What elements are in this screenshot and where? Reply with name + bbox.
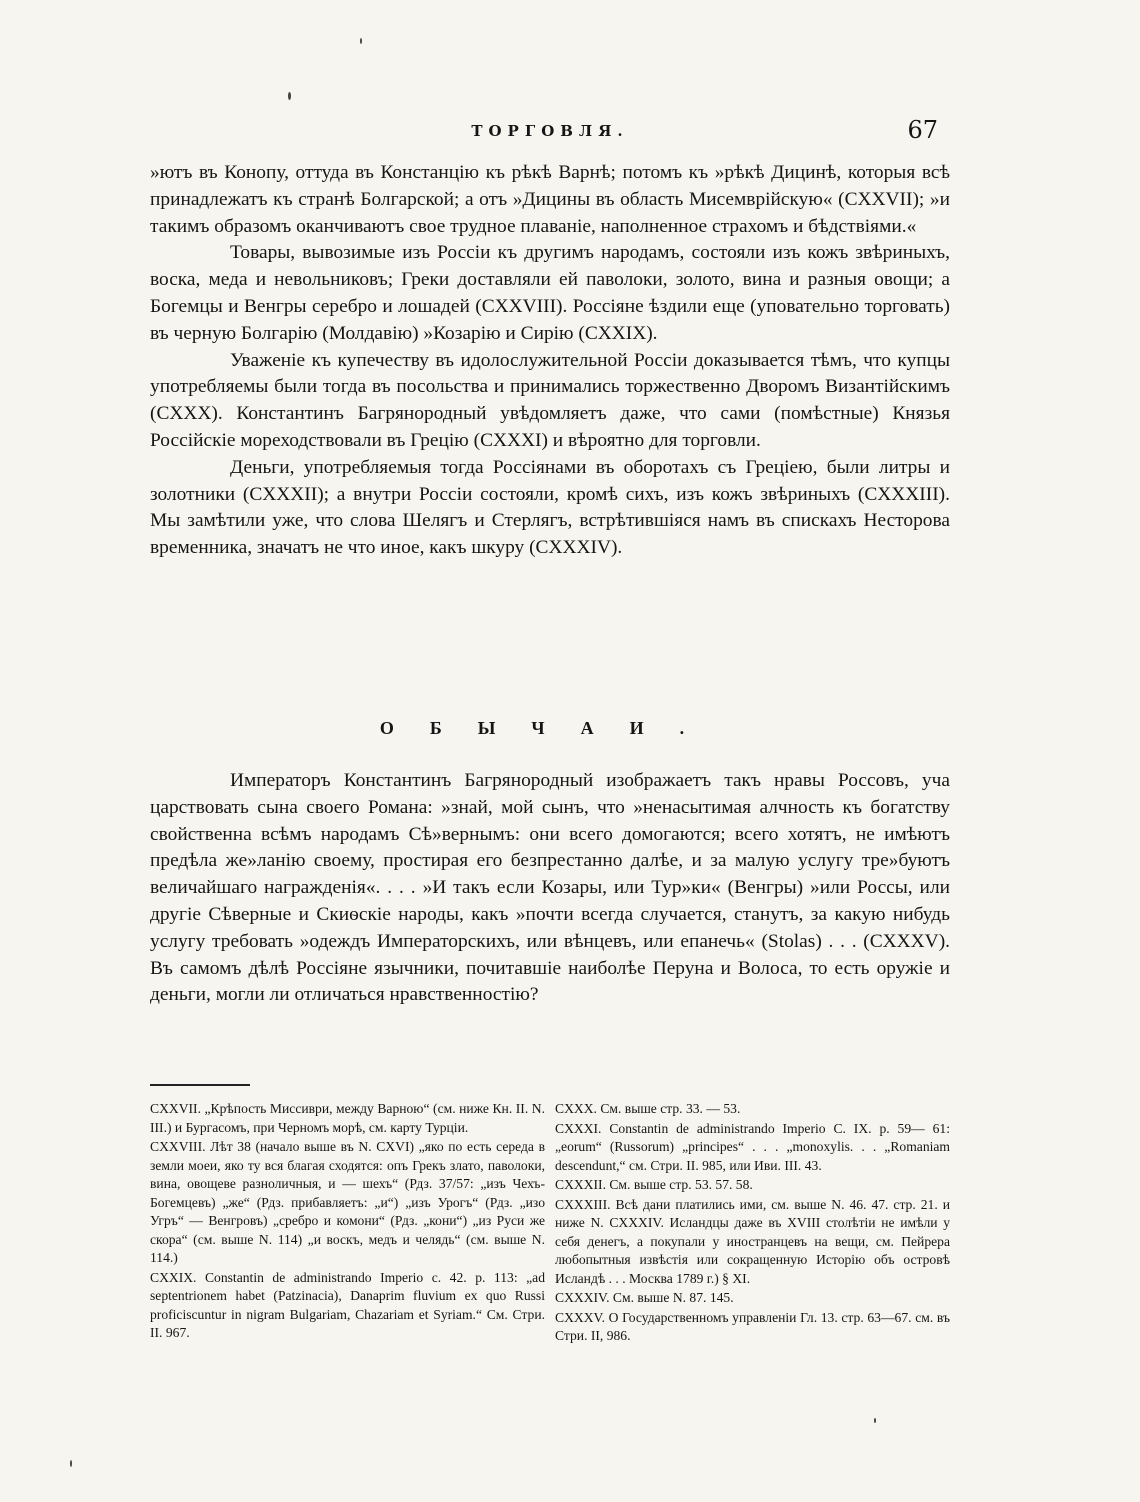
footnote: CXXXII. См. выше стр. 53. 57. 58. xyxy=(555,1177,753,1192)
paper-speck xyxy=(874,1418,876,1423)
footnote: CXXIX. Constantin de administrando Imperio c. 42. p. 113: „ad septentrionem habet (Patzinacia), Danaprim fluvium ex quo Russi proficiscuntur in nigram Bulgariam, Chazariam et Syriam.“ См. Стри. II. 967. xyxy=(150,1269,545,1340)
running-title: ТОРГОВЛЯ. xyxy=(471,122,629,140)
paragraph: Товары, вывозимые изъ Россіи къ другимъ народамъ, состояли изъ кожъ звѣриныхъ, воска, меда и невольниковъ; Греки доставляли ей паволоки, золото, вина и разныя овощи; а Богемцы и Венгры серебро и лошадей (CXXVIII). Россіяне ѣздили еще (уповательно торговать) въ черную Болгарію (Молдавію) »Козарію и Сирію (CXXIX). xyxy=(150,242,950,344)
footnote: CXXXIV. См. выше N. 87. 145. xyxy=(555,1290,734,1305)
footnote-divider xyxy=(150,1084,250,1086)
section-heading: ОБЫЧАИ. xyxy=(379,718,721,738)
footnotes xyxy=(150,1100,950,1347)
footnote: CXXVII. „Крѣпость Миссиври, между Варною“ (см. ниже Кн. II. N. III.) и Бургасомъ, при Черномъ морѣ, см. карту Турціи. xyxy=(150,1101,545,1135)
paper-speck xyxy=(70,1460,72,1467)
page-number: 67 xyxy=(907,116,938,144)
paragraph: Уваженіе къ купечеству въ идолослужительной Россіи доказывается тѣмъ, что купцы употребляемы были тогда въ посольства и принимались торжественно Дворомъ Византійскимъ (CXXX). Константинъ Багрянородный увѣдомляетъ даже, что сами (помѣстные) Князья Россійскіе мореходствовали въ Грецію (CXXXI) и вѣроятно для торговли. xyxy=(150,349,950,451)
paper-speck xyxy=(360,38,362,44)
footnote: CXXXV. О Государственномъ управленіи Гл. 13. стр. 63—67. см. въ Стри. II, 986. xyxy=(555,1309,950,1343)
footnote: CXXXI. Constantin de administrando Imperio C. IX. p. 59— 61: „eorum“ (Russorum) „principes“ . . . „monoxylis. . . „Romaniam descendunt,“ см. Стри. II. 985, или Иви. III. 43. xyxy=(555,1120,950,1173)
footnote: CXXVIII. Лѣт 38 (начало выше въ N. CXVI) „яко по есть середа в земли моеи, яко ту вся благая сходятся: опъ Грекъ злато, паволоки, вина, овощеве разноличныя, и — шехъ“ (Рдз. 37/57: „изъ Чехъ-Богемцевъ) „же“ (Рдз. прибавляетъ: „и“) „изъ Урогъ“ (Рдз. „изо Угръ“ — Венгровъ) „сребро и комони“ (Рдз. „кони“) „из Руси же скора“ (см. выше N. 114) „и воскъ, медъ и челядь“ (см. выше N. 114.) xyxy=(150,1139,545,1265)
paragraph: Деньги, употребляемыя тогда Россіянами въ оборотахъ съ Греціею, были литры и золотники (CXXXII); а внутри Россіи состояли, кромѣ сихъ, изъ кожъ звѣриныхъ (CXXXIII). Мы замѣтили уже, что слова Шелягъ и Стерлягъ, встрѣтившіяся намъ въ спискахъ Несторова временника, значатъ не что иное, какъ шкуру (CXXXIV). xyxy=(150,456,950,559)
paragraph: Императоръ Константинъ Багрянородный изображаетъ такъ нравы Россовъ, уча царствовать сына своего Романа: »знай, мой сынъ, что »ненасытимая алчность къ богатству свойственна всѣмъ народамъ Сѣ»вернымъ: они всего домогаются; всего хотятъ, не имѣютъ предѣла же»ланію своему, простирая его безпрестанно далѣе, и за малую услугу тре»буютъ величайшаго награжденія«. . . . »И такъ если Козары, или Тур»ки« (Венгры) »или Россы, или другіе Сѣверные и Скиѳскіе народы, какъ »почти всегда случается, станутъ, за какую нибудь услугу требовать »одеждъ Императорскихъ, или вѣнцевъ, или епанечь« (Stolas) . . . (CXXXV). Въ самомъ дѣлѣ Россіяне язычники, почитавшіе наиболѣе Перуна и Волоса, то есть оружіе и деньги, могли ли отличаться нравственностію? xyxy=(150,770,950,1006)
paper-speck xyxy=(288,92,291,100)
customs-section-body xyxy=(150,768,950,1009)
footnote: CXXXIII. Всѣ дани платились ими, см. выше N. 46. 47. стр. 21. и ниже N. CXXXIV. Исландцы даже въ XVIII столѣтіи не имѣли у себя денегъ, а покупали у иностранцевъ на вещи, см. Пейрера любопытныя извѣстія или сокращенную Исторію объ островѣ Исландѣ . . . Москва 1789 г.) § XI. xyxy=(555,1196,950,1286)
footnotes-right-column xyxy=(555,1100,950,1347)
running-header xyxy=(150,118,950,146)
footnote: CXXX. См. выше стр. 33. — 53. xyxy=(555,1101,741,1116)
footnotes-left-column xyxy=(150,1100,545,1347)
trade-section-body xyxy=(150,160,950,562)
paragraph: »ютъ въ Конопу, оттуда въ Констанцію къ рѣкѣ Варнѣ; потомъ къ »рѣкѣ Дицинѣ, которыя всѣ принадлежатъ къ странѣ Болгарской; а отъ »Дицины въ область Мисемврійскую« (CXXVII); »и такимъ образомъ оканчиваютъ свое трудное плаваніе, наполненное страхомъ и бѣдствіями.« xyxy=(150,162,950,237)
